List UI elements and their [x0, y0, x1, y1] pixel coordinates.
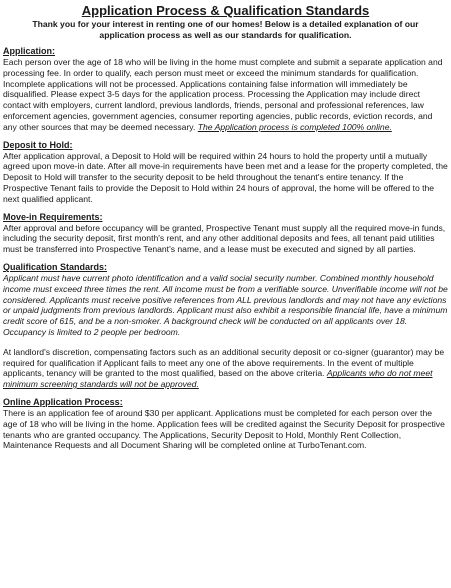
section-body-movein: After approval and before occupancy will be granted, Prospective Tenant must supply all the required move-in funds, including the security deposit, first month's rent, and any other additional deposits and fees, all tenant paid utilities must be transferred into Prospective Tenant's name, and a lease must be executed and signed by all parties.	[3, 222, 446, 255]
application-online-note: The Application process is completed 100% online.	[197, 121, 392, 132]
section-deposit	[3, 140, 448, 205]
section-qualification	[3, 262, 448, 390]
screening-standards-note: Applicants who do not meet minimum screening standards will not be approved.	[3, 368, 433, 390]
section-movein	[3, 212, 448, 255]
section-heading-movein: Move-in Requirements:	[3, 211, 103, 222]
section-heading-deposit: Deposit to Hold:	[3, 139, 73, 150]
section-body-qualification: Applicant must have current photo identification and a valid social security number. Combined monthly household income must exceed three times the rent. All income must be from a verifiable source. Unverifiable income will not be considered. Applicants must receive positive references from ALL previous landlords and may not have any evictions or unpaid judgments from previous landlords. Applicant must also exhibit a responsible financial life, have a minimum credit score of 615, and be a non-smoker. A background check will be conducted on all applicants over 18. Occupancy is limited to 2 people per bedroom.	[3, 272, 448, 337]
application-body-text: Each person over the age of 18 who will be living in the home must complete and submit a separate application and processing fee. In order to qualify, each person must meet or exceed the minimum standards for qualification. Incomplete applications will not be processed. Applications containing false information will immediately be disqualified. Please expect 3-5 days for the application process. Processing the Application may include direct contact with employers, current landlord, previous landlords, friends, personal and professional references, law enforcement agencies, government agencies, consumer reporting agencies, public records, eviction records, and any other sources that may be deemed necessary.	[3, 57, 443, 132]
section-heading-online: Online Application Process:	[3, 396, 123, 407]
intro-text: Thank you for your interest in renting one of our homes! Below is a detailed explanation of our application process as well as our standards for qualification.	[32, 19, 419, 40]
section-body-online: There is an application fee of around $30 per applicant. Applications must be completed for each person over the age of 18 who will be living in the home. Application fees will be credited against the Security Deposit for prospective tenants who are granted occupancy. The Applications, Security Deposit to Hold, Monthly Rent Collection, Maintenance Requests and all Document Sharing will be completed online at TurboTenant.com.	[3, 407, 445, 451]
section-heading-qualification: Qualification Standards:	[3, 261, 108, 272]
section-body-qualification-discretion	[3, 347, 448, 390]
section-heading-application: Application:	[3, 46, 55, 56]
section-online	[3, 397, 448, 451]
discretion-body-text: At landlord's discretion, compensating factors such as an additional security deposit or co-signer (guarantor) may be required for qualification if Applicant fails to meet any one of the above requirements. In the event of multiple applicants, tenancy will be granted to the most qualified, based on the above criteria.	[3, 346, 445, 379]
section-body-deposit: After application approval, a Deposit to Hold will be required within 24 hours to hold the property until a mutually agreed upon move-in date. After all move-in requirements have been met and a lease for the property completed, the Deposit to Hold will transfer to the security deposit to be held throughout the tenant's entire tenancy. If the Prospective Tenant fails to provide the Deposit to Hold within 24 hours of approval, the home will be offered to the next qualified applicant.	[3, 150, 448, 204]
section-application	[3, 46, 448, 133]
page-title: Application Process & Qualification Standards	[81, 3, 370, 18]
section-body-application	[3, 57, 448, 133]
